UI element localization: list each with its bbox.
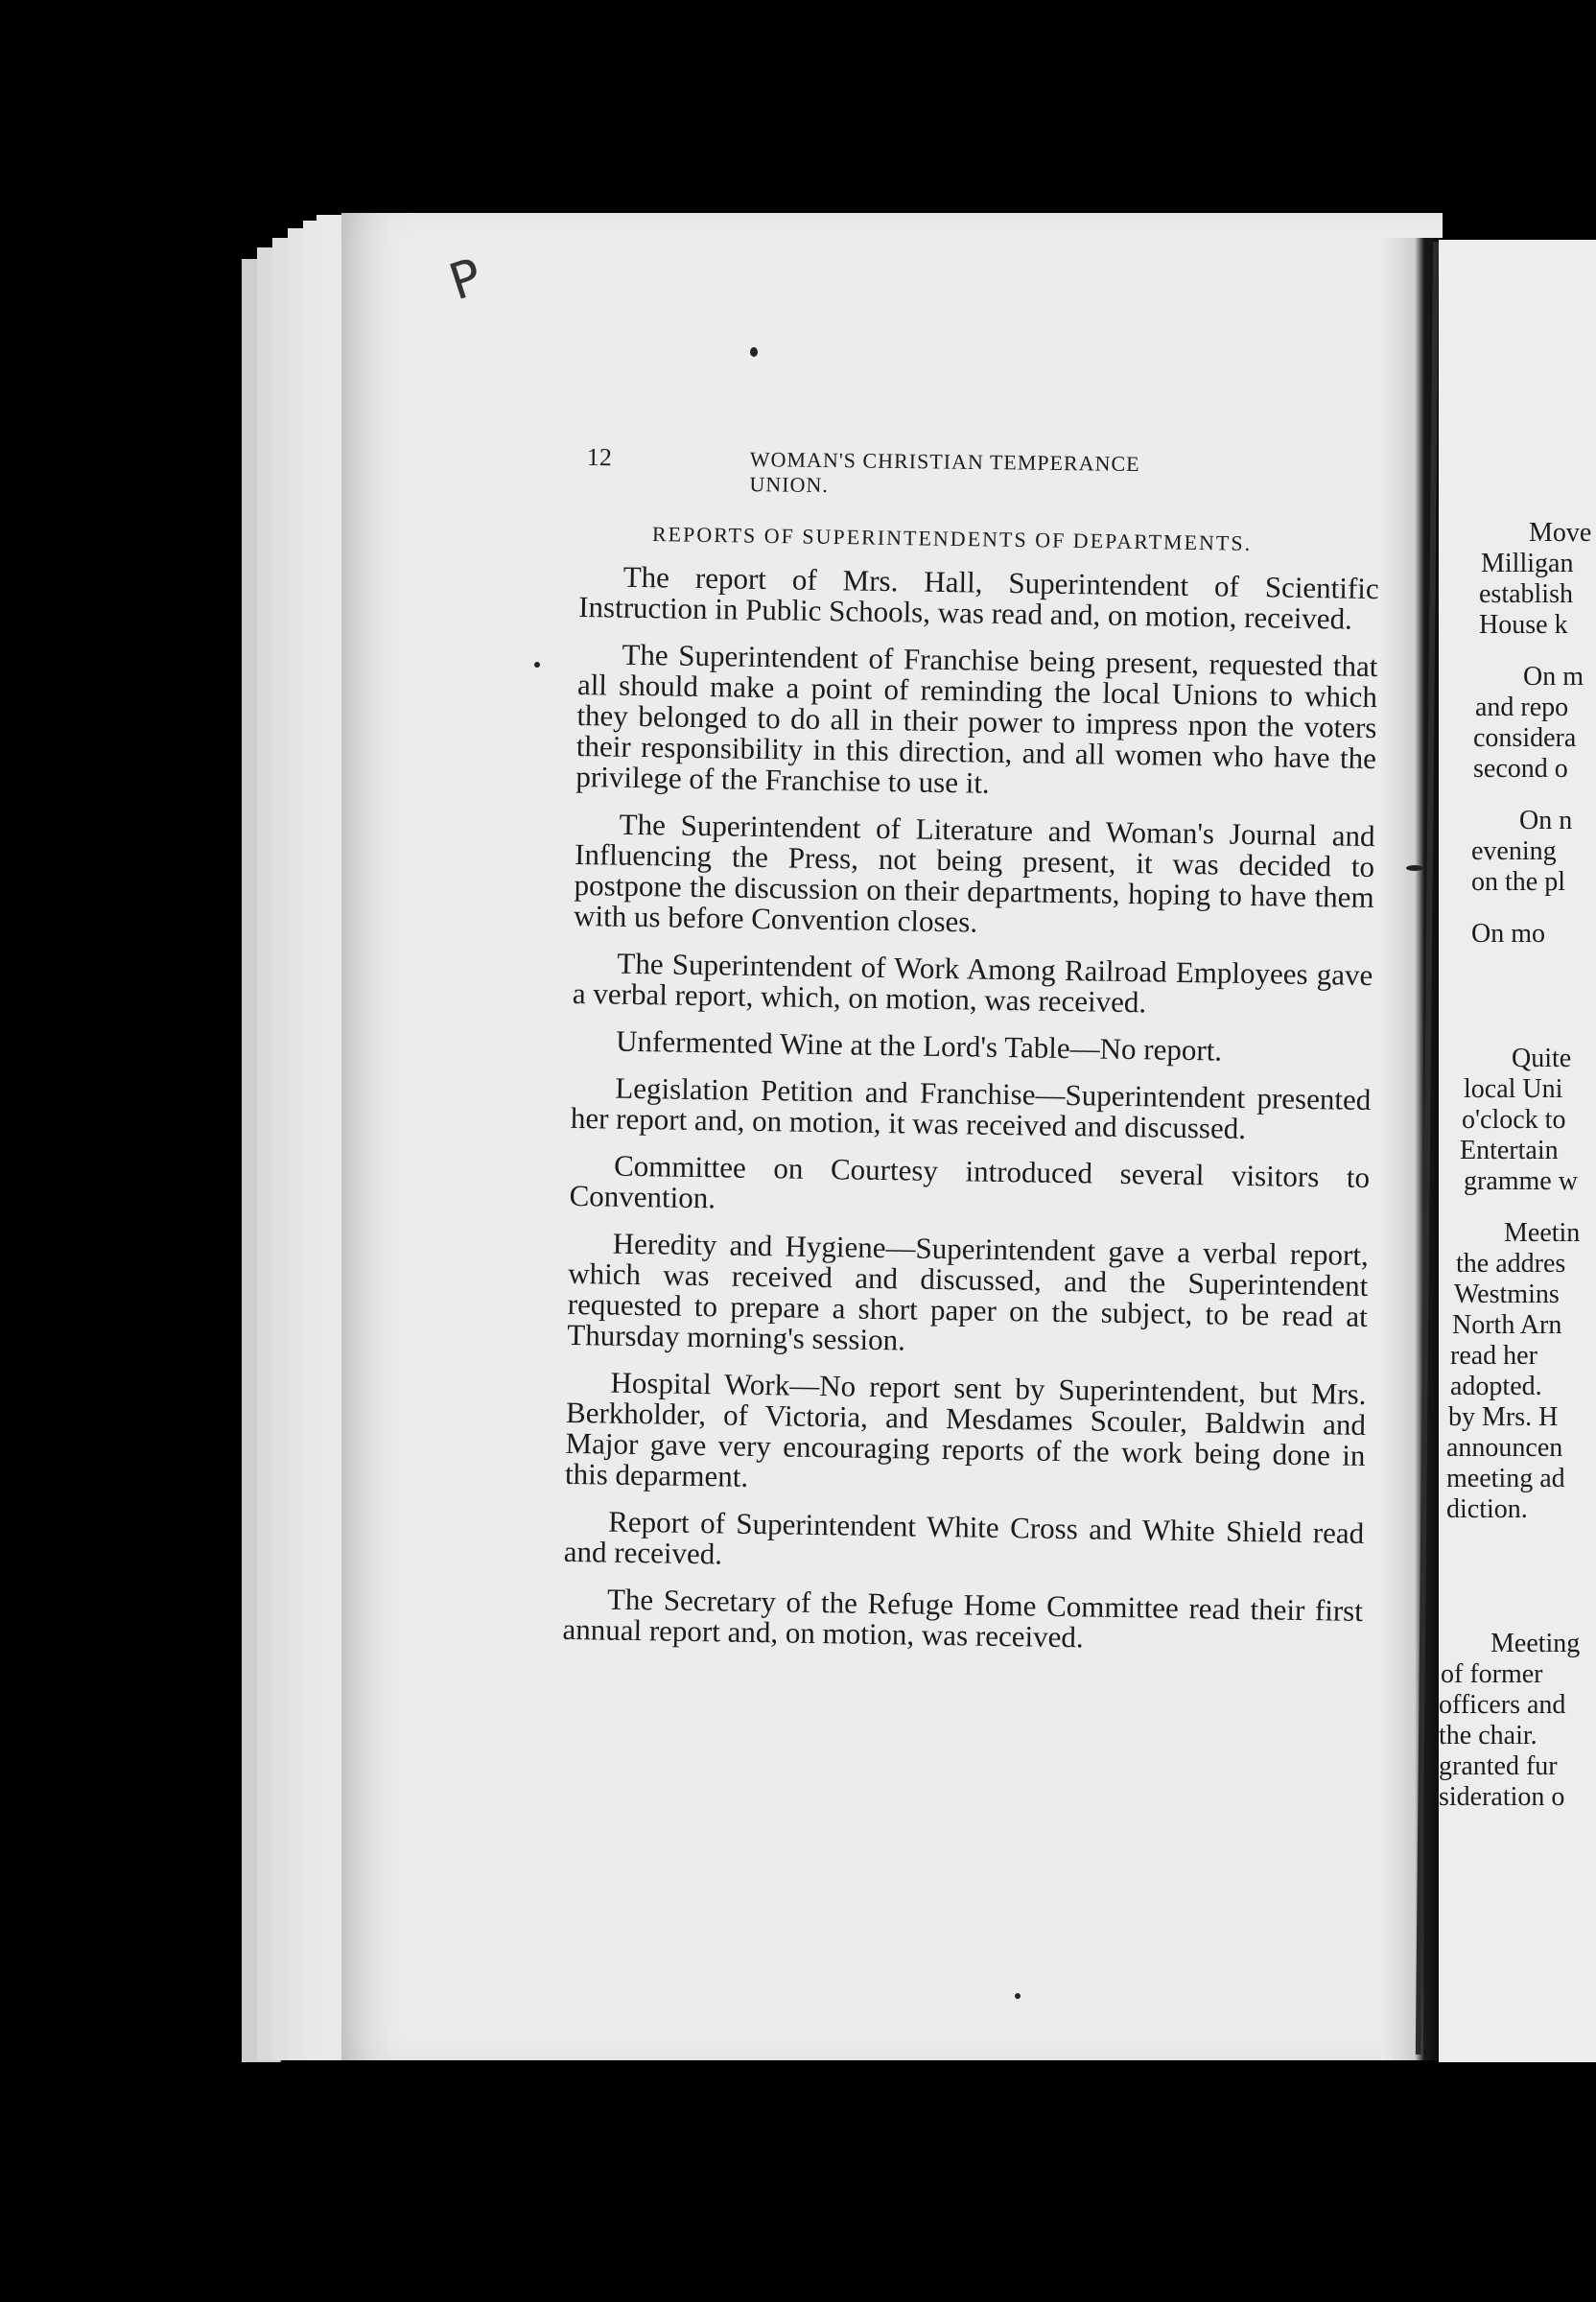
right-page-line: Quite — [1512, 1044, 1572, 1073]
right-page-line: gramme w — [1464, 1166, 1578, 1196]
body-text — [562, 561, 1379, 1674]
right-page-line: meeting ad — [1446, 1464, 1565, 1493]
right-page-line: Westmins — [1454, 1280, 1560, 1309]
right-page-line: read her — [1450, 1341, 1537, 1371]
right-page-line: North Arn — [1452, 1310, 1562, 1340]
right-page-line: evening — [1471, 836, 1557, 866]
right-page-line: local Uni — [1464, 1074, 1563, 1104]
right-page-line: granted fur — [1439, 1751, 1558, 1781]
right-page-line: announcen — [1446, 1433, 1563, 1463]
right-page-line: Entertain — [1460, 1136, 1559, 1165]
speck — [534, 662, 540, 668]
paragraph: The Secretary of the Refuge Home Committee read their first annual report and, on motion, was received. — [562, 1582, 1364, 1655]
right-page-line: House k — [1479, 610, 1568, 640]
right-page-line: On mo — [1471, 919, 1545, 949]
handwritten-pencil-mark: P — [442, 247, 489, 313]
paragraph: The report of Mrs. Hall, Superintendent of Scientific Instruction in Public Schools, was read and, on motion, received. — [577, 559, 1379, 636]
paragraph: Legislation Petition and Franchise—Superintendent presented her report and, on motion, it was received and discussed. — [570, 1070, 1372, 1145]
right-page-line: of former — [1441, 1659, 1543, 1689]
right-page-line: establish — [1479, 579, 1573, 609]
right-page-line: considera — [1473, 723, 1577, 753]
right-page-line: by Mrs. H — [1448, 1402, 1559, 1432]
paragraph: The Superintendent of Franchise being present, requested that all should make a point of reminding the local Unions to which they belonged to do all in their power to impress npon the voters their responsibility in this direction, and all women who have the privilege of the Franchise to use it. — [575, 637, 1378, 800]
right-page-line: Meetin — [1504, 1218, 1581, 1248]
paragraph: Committee on Courtesy introduced several visitors to Convention. — [569, 1148, 1371, 1215]
right-page-line: sideration o — [1439, 1782, 1565, 1812]
paragraph: The Superintendent of Literature and Woman's Journal and Influencing the Press, not being present, it was decided to postpone the discussion on their departments, hoping to have them with us before Convention closes. — [573, 807, 1375, 939]
page-number: 12 — [586, 443, 612, 472]
right-page-line: officers and — [1439, 1690, 1566, 1720]
right-page-line: Milligan — [1481, 549, 1574, 578]
right-page-line: o'clock to — [1462, 1105, 1566, 1135]
right-page-line: on the pl — [1471, 867, 1565, 897]
right-page-line: Move — [1529, 518, 1592, 548]
right-page-fragment — [1439, 240, 1596, 2062]
right-page-line: On m — [1523, 662, 1584, 692]
right-page-line: diction. — [1446, 1494, 1528, 1524]
paragraph: The Superintendent of Work Among Railroad Employees gave a verbal report, which, on motion, was received. — [572, 946, 1373, 1020]
right-page-line: and repo — [1475, 693, 1569, 722]
section-title: REPORTS OF SUPERINTENDENTS OF DEPARTMENTS. — [651, 522, 1253, 555]
right-page-line: the chair. — [1439, 1721, 1537, 1750]
speck — [1406, 865, 1423, 871]
right-page-line: Meeting — [1490, 1629, 1581, 1658]
right-page-line: the addres — [1456, 1249, 1566, 1279]
speck — [1015, 1993, 1021, 1999]
paragraph: Report of Superintendent White Cross and White Shield read and received. — [563, 1504, 1365, 1571]
paragraph: Heredity and Hygiene—Superintendent gave a verbal report, which was received and discussed, and the Superintendent requested to prepare a short paper on the subject, to be read at Thursday morning's session. — [567, 1226, 1370, 1357]
paragraph: Hospital Work—No report sent by Superintendent, but Mrs. Berkholder, of Victoria, and Mesdames Scouler, Baldwin and Major gave very encouraging reports of the work being done in this deparment. — [564, 1365, 1367, 1493]
right-page-line: On n — [1519, 806, 1573, 835]
right-page-line: second o — [1473, 754, 1568, 784]
speck — [750, 347, 758, 357]
right-page-line: adopted. — [1450, 1372, 1542, 1401]
paragraph: Unfermented Wine at the Lord's Table—No report. — [615, 1023, 1223, 1068]
running-head: WOMAN'S CHRISTIAN TEMPERANCE UNION. — [749, 447, 1140, 498]
